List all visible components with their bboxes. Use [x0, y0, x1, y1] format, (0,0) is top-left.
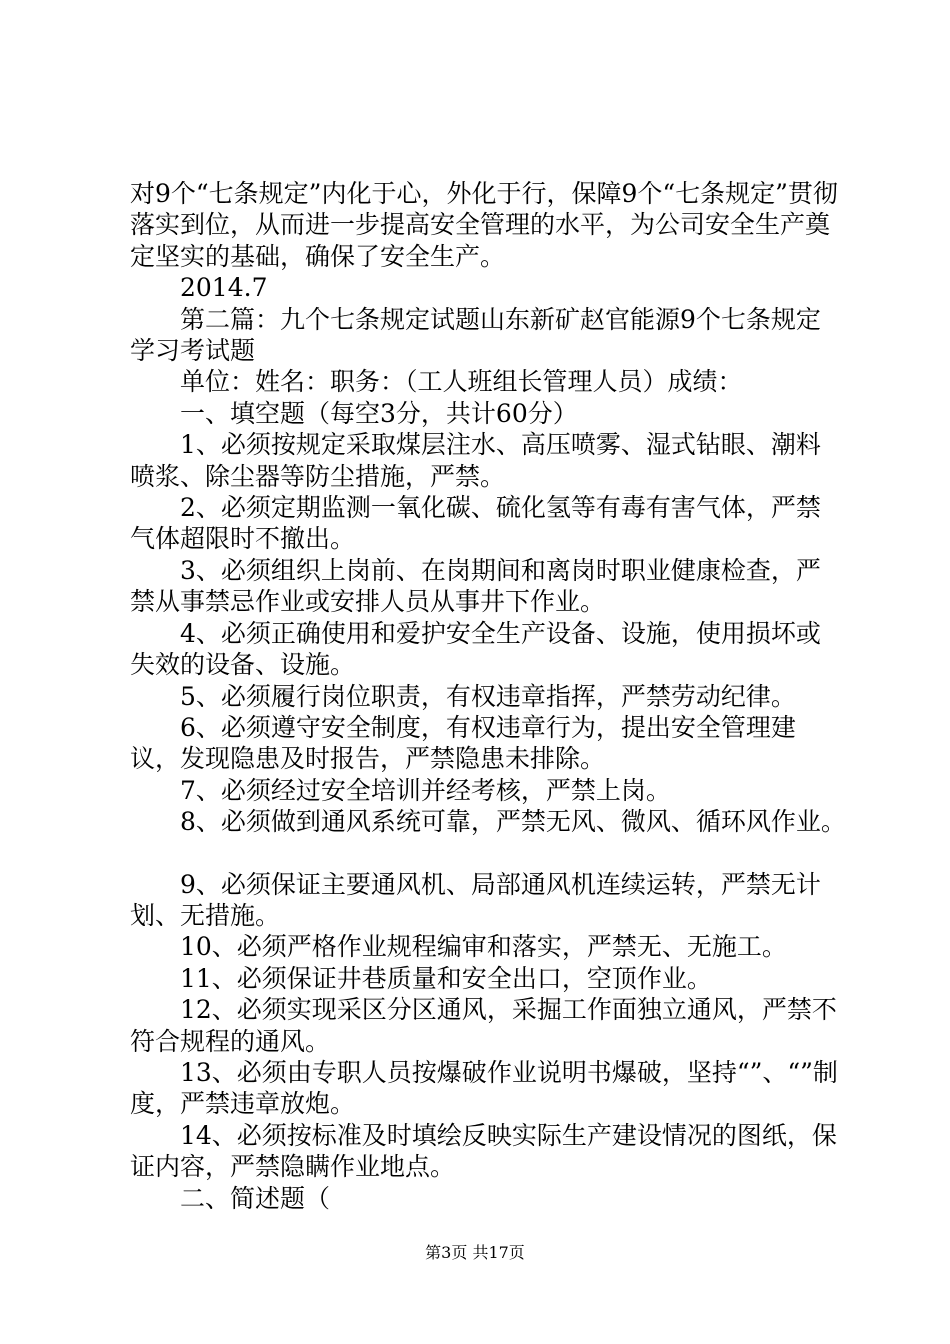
- question-7: 7、必须经过安全培训并经考核，严禁上岗。: [180, 775, 671, 805]
- question-14: 14、必须按标准及时填绘反映实际生产建设情况的图纸，保证内容，严禁隐瞒作业地点。: [130, 1120, 837, 1182]
- paragraph-heading-short-answer: 二、简述题（: [180, 1183, 331, 1213]
- question-9: 9、必须保证主要通风机、局部通风机连续运转，严禁无计划、无措施。: [130, 869, 821, 930]
- question-11: 11、必须保证井巷质量和安全出口，空顶作业。: [180, 963, 712, 993]
- question-8: 8、必须做到通风系统可靠，严禁无风、微风、循环风作业。: [180, 807, 846, 837]
- question-6: 6、必须遵守安全制度，有权违章行为，提出安全管理建议，发现隐患及时报告，严禁隐患未排除。: [130, 712, 796, 774]
- question-3: 3、必须组织上岗前、在岗期间和离岗时职业健康检查，严禁从事禁忌作业或安排人员从事井下作业。: [130, 555, 821, 617]
- paragraph-date: 2014.7: [180, 273, 268, 303]
- question-10: 10、必须严格作业规程编审和落实，严禁无、无施工。: [180, 932, 787, 962]
- document-body: [130, 178, 846, 1214]
- page-footer: 第3页 共17页: [425, 1243, 525, 1262]
- question-1: 1、必须按规定采取煤层注水、高压喷雾、湿式钻眼、潮料喷浆、除尘器等防尘措施，严禁。: [130, 430, 821, 491]
- question-13: 13、必须由专职人员按爆破作业说明书爆破，坚持“”、“”制度，严禁违章放炮。: [130, 1057, 838, 1119]
- question-2: 2、必须定期监测一氧化碳、硫化氢等有毒有害气体，严禁气体超限时不撤出。: [130, 493, 821, 554]
- question-4: 4、必须正确使用和爱护安全生产设备、设施，使用损坏或失效的设备、设施。: [130, 618, 821, 680]
- paragraph-info-line: 单位：姓名：职务：（工人班组长管理人员）成绩：: [180, 367, 743, 397]
- paragraph-heading-fill-in: 一、填空题（每空3分，共计60分）: [180, 398, 578, 428]
- blank-line: [130, 838, 840, 869]
- question-5: 5、必须履行岗位职责，有权违章指挥，严禁劳动纪律。: [180, 681, 796, 711]
- paragraph-intro: 对9个“七条规定”内化于心，外化于行，保障9个“七条规定”贯彻落实到位，从而进一步提高安全管理的水平，为公司安全生产奠定坚实的基础，确保了安全生产。: [130, 179, 838, 271]
- question-12: 12、必须实现采区分区通风，采掘工作面独立通风，严禁不符合规程的通风。: [130, 995, 837, 1056]
- paragraph-section-title: 第二篇：九个七条规定试题山东新矿赵官能源9个七条规定学习考试题: [130, 304, 821, 366]
